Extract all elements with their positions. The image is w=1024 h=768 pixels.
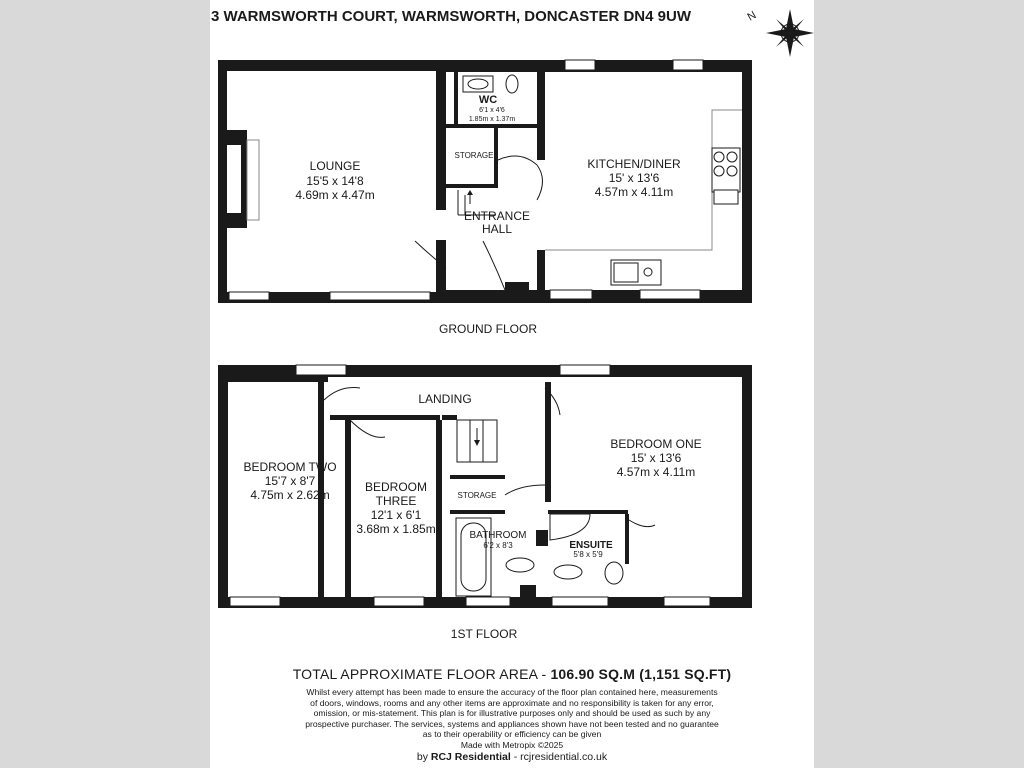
room-dim-imperial: 12'1 x 6'1 xyxy=(370,508,422,522)
disclaimer-line: omission, or mis-statement. This plan is for illustrative purposes only and should be used as such by any xyxy=(313,708,711,719)
first-floor-label: 1ST FLOOR xyxy=(450,627,518,641)
first-storage-label: STORAGE xyxy=(457,491,497,500)
total-area-value: 106.90 SQ.M (1,151 SQ.FT) xyxy=(550,666,732,682)
room-name-line1: BEDROOM xyxy=(364,480,428,494)
room-name: KITCHEN/DINER xyxy=(587,157,681,171)
landing-label: LANDING xyxy=(418,392,472,406)
total-area-label: TOTAL APPROXIMATE FLOOR AREA - xyxy=(292,666,547,682)
room-dim-metric: 4.57m x 4.11m xyxy=(616,465,696,479)
disclaimer-line: as to their operability or efficiency can be given xyxy=(422,729,602,740)
bedroom-one-room xyxy=(610,437,701,479)
compass-rose-icon xyxy=(746,9,815,57)
disclaimer-line: of doors, windows, rooms and any other items are approximate and no responsibility is taken for any error, xyxy=(310,697,714,708)
room-dim-metric: 4.69m x 4.47m xyxy=(295,188,375,202)
entrance-hall xyxy=(464,209,530,236)
room-name: BEDROOM ONE xyxy=(610,437,702,451)
agent-website: - rcjresidential.co.uk xyxy=(513,751,608,763)
room-dim-imperial: 15'5 x 14'8 xyxy=(306,174,364,188)
kitchen-diner-room xyxy=(587,157,681,199)
room-dim-metric: 4.57m x 4.11m xyxy=(594,185,674,199)
property-address: 3 WARMSWORTH COURT, WARMSWORTH, DONCASTER DN4 9UW xyxy=(211,8,691,25)
ensuite-room xyxy=(569,540,613,559)
lounge-room xyxy=(295,159,374,202)
room-name: BATHROOM xyxy=(469,530,527,541)
room-dim-imperial: 5'8 x 5'9 xyxy=(573,550,603,559)
room-name-line2: THREE xyxy=(375,494,417,508)
room-dim-imperial: 15'7 x 8'7 xyxy=(264,474,316,488)
disclaimer-block xyxy=(212,687,812,751)
room-dim-imperial: 6'2 x 8'3 xyxy=(483,541,513,550)
room-dim-imperial: 6'1 x 4'6 xyxy=(479,107,505,114)
room-name: BEDROOM TWO xyxy=(243,460,337,474)
room-dim-imperial: 15' x 13'6 xyxy=(630,451,682,465)
agent-name: RCJ Residential xyxy=(430,751,511,763)
room-dim-metric: 1.85m x 1.37m xyxy=(468,116,516,123)
credit-by: by xyxy=(416,751,428,763)
room-name: ENSUITE xyxy=(569,540,613,551)
wc-room xyxy=(469,94,515,123)
disclaimer-line: prospective purchaser. The services, systems and appliances shown have not been tested and no guarantee xyxy=(305,718,719,729)
metropix-credit: Made with Metropix ©2025 xyxy=(460,739,564,750)
disclaimer-line: Whilst every attempt has been made to ensure the accuracy of the floor plan contained here, measurements xyxy=(306,687,718,697)
room-name-line2: HALL xyxy=(481,222,513,236)
room-dim-imperial: 15' x 13'6 xyxy=(608,171,660,185)
room-dim-metric: 3.68m x 1.85m xyxy=(356,522,436,536)
svg-text:N: N xyxy=(745,9,759,24)
agent-credit xyxy=(212,751,812,763)
room-dim-metric: 4.75m x 2.62m xyxy=(250,488,330,502)
room-name-line1: ENTRANCE xyxy=(463,209,531,223)
bedroom-three-room xyxy=(356,480,435,536)
room-name: LOUNGE xyxy=(309,159,361,173)
total-floor-area xyxy=(212,666,812,682)
ground-storage-label: STORAGE xyxy=(454,151,494,160)
room-name: WC xyxy=(478,94,498,106)
ground-floor-label: GROUND FLOOR xyxy=(438,322,538,336)
